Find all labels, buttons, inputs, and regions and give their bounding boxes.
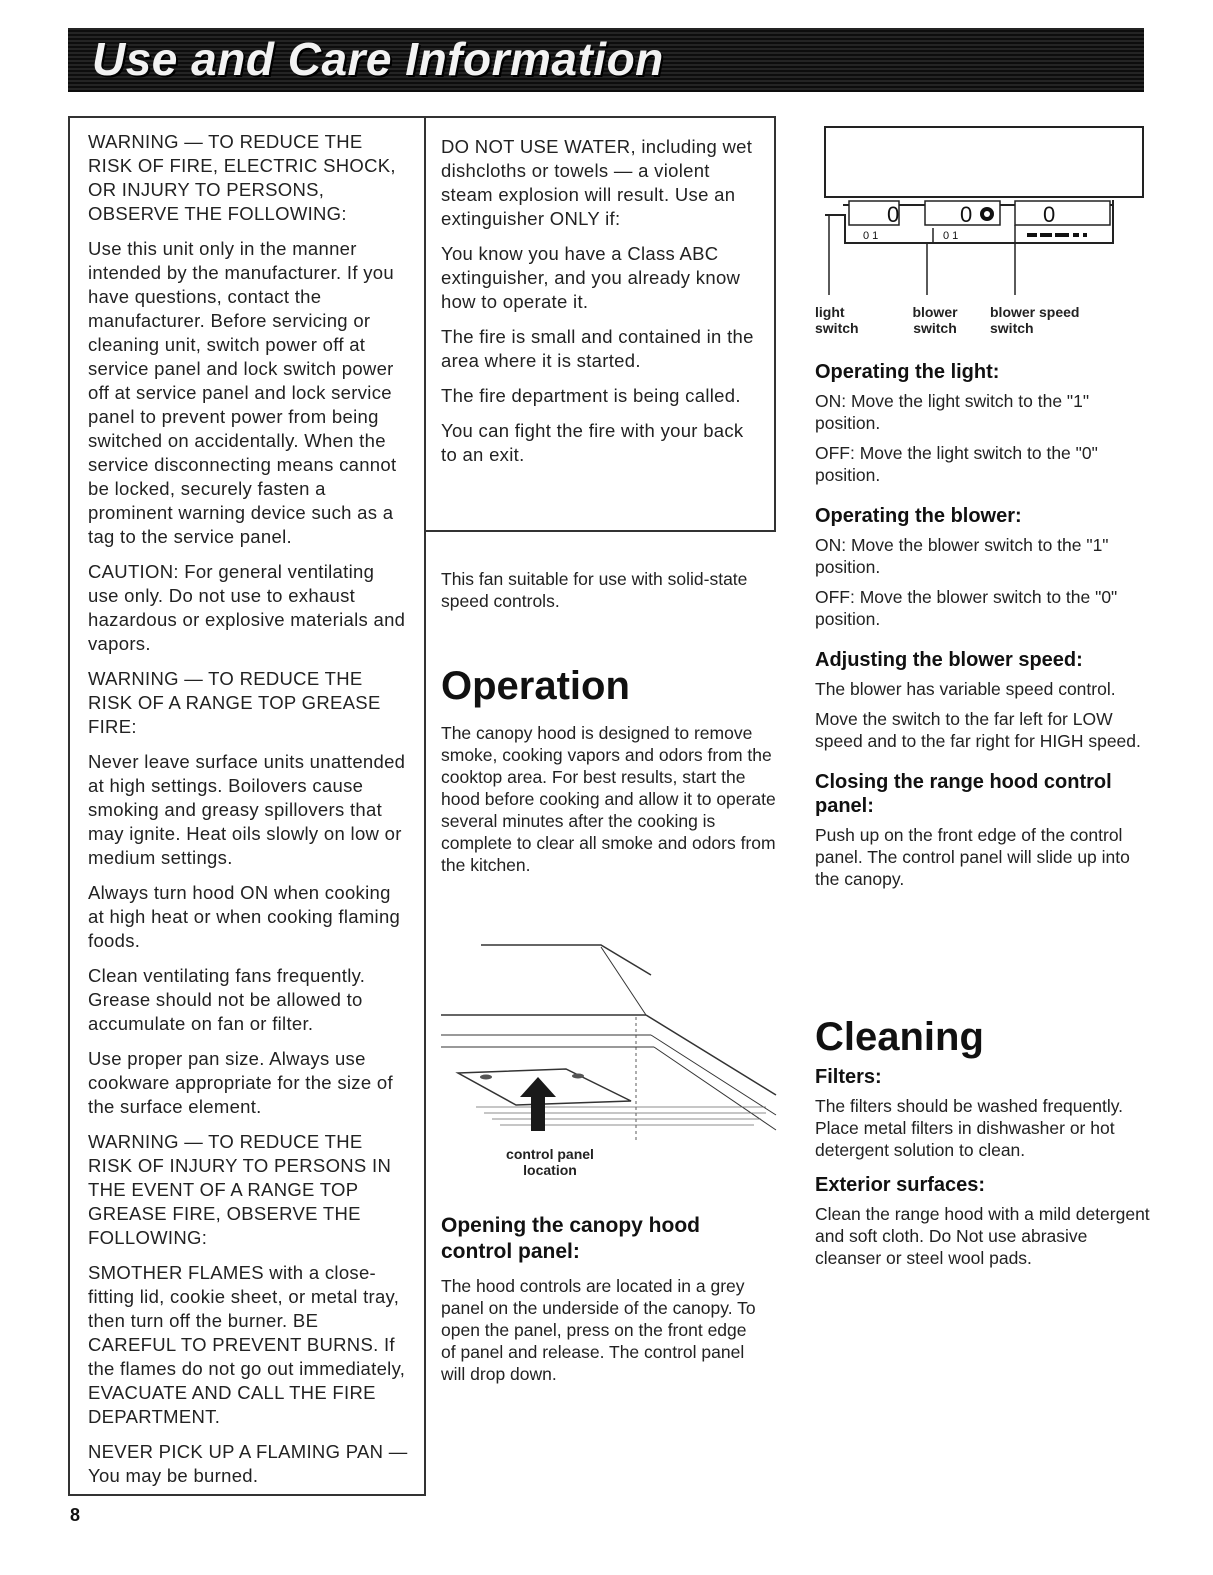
light-switch-label bbox=[800, 304, 895, 336]
warning-paragraph: WARNING — TO REDUCE THE RISK OF FIRE, ELECTRIC SHOCK, OR INJURY TO PERSONS, OBSERVE THE FOLLOWING: bbox=[88, 131, 396, 224]
blower-positions: 0 1 bbox=[943, 230, 959, 242]
water-paragraph: The fire department is being called. bbox=[441, 385, 741, 406]
closing-body: Push up on the front edge of the control panel. The control panel will slide up into the canopy. bbox=[815, 825, 1130, 889]
warning-paragraph: Use proper pan size. Always use cookware appropriate for the size of the surface element. bbox=[88, 1048, 393, 1117]
blower-on-text: ON: Move the blower switch to the "1" position. bbox=[815, 535, 1109, 577]
frame-top bbox=[68, 116, 776, 118]
light-heading: Operating the light: bbox=[815, 361, 1000, 383]
operation-body: The canopy hood is designed to remove smoke, cooking vapors and odors from the cooktop area. For best results, start the hood before cooking and allow it to operate several minutes after the cooking is complete to clear all smoke and odors from the kitchen. bbox=[441, 723, 776, 875]
warning-paragraph: WARNING — TO REDUCE THE RISK OF INJURY TO PERSONS IN THE EVENT OF A RANGE TOP GREASE FIRE, OBSERVE THE FOLLOWING: bbox=[88, 1131, 392, 1248]
cleaning-heading: Cleaning bbox=[815, 1015, 984, 1059]
speed-body-1: The blower has variable speed control. bbox=[815, 679, 1116, 699]
light-off-text: OFF: Move the light switch to the "0" position. bbox=[815, 443, 1098, 485]
exterior-heading: Exterior surfaces: bbox=[815, 1174, 986, 1196]
water-paragraph: You know you have a Class ABC extinguisher, and you already know how to operate it. bbox=[441, 243, 741, 312]
figure-label bbox=[470, 1146, 630, 1178]
water-box-right bbox=[774, 116, 776, 532]
water-box-bottom bbox=[424, 530, 776, 532]
blower-switch-label bbox=[900, 304, 970, 336]
page-title: Use and Care Information bbox=[92, 33, 664, 85]
page-number: 8 bbox=[70, 1505, 81, 1525]
blower-label-line2: switch bbox=[913, 320, 957, 336]
speed-switch-label bbox=[990, 304, 1100, 336]
blower-label-line1: blower bbox=[912, 304, 958, 320]
water-paragraph: DO NOT USE WATER, including wet dishcloths or towels — a violent steam explosion will result. Use an extinguisher ONLY if: bbox=[441, 136, 753, 229]
warning-paragraph: Clean ventilating fans frequently. Grease should not be allowed to accumulate on fan or filter. bbox=[88, 965, 366, 1034]
filters-body: The filters should be washed frequently. Place metal filters in dishwasher or hot detergent solution to clean. bbox=[815, 1096, 1124, 1160]
exterior-body: Clean the range hood with a mild detergent and soft cloth. Do Not use abrasive cleanser or steel wool pads. bbox=[815, 1204, 1150, 1268]
warning-paragraph: NEVER PICK UP A FLAMING PAN — You may be burned. bbox=[88, 1441, 408, 1486]
warning-paragraph: WARNING — TO REDUCE THE RISK OF A RANGE TOP GREASE FIRE: bbox=[88, 668, 381, 737]
speed-body-2: Move the switch to the far left for LOW speed and to the far right for HIGH speed. bbox=[815, 709, 1141, 751]
frame-left bbox=[68, 116, 70, 1496]
light-on-text: ON: Move the light switch to the "1" position. bbox=[815, 391, 1090, 433]
light-switch-char: 0 bbox=[887, 202, 900, 227]
blower-heading: Operating the blower: bbox=[815, 505, 1022, 527]
operation-heading: Operation bbox=[441, 664, 630, 708]
opening-body: The hood controls are located in a grey panel on the underside of the canopy. To open the panel, press on the front edge of panel and release. The control panel will drop down. bbox=[441, 1276, 756, 1384]
filters-heading: Filters: bbox=[815, 1066, 882, 1088]
cleaning-section bbox=[815, 1015, 1150, 1280]
opening-heading: Opening the canopy hood control panel: bbox=[441, 1214, 700, 1263]
light-label-line1: light bbox=[815, 304, 845, 320]
header-banner bbox=[68, 28, 1144, 92]
warning-paragraph: CAUTION: For general ventilating use only. Do not use to exhaust hazardous or explosive materials and vapors. bbox=[88, 561, 406, 654]
opening-section bbox=[441, 1213, 761, 1385]
water-paragraph: The fire is small and contained in the area where it is started. bbox=[441, 326, 754, 371]
speed-label-line1: blower speed bbox=[990, 304, 1080, 320]
water-paragraph: You can fight the fire with your back to an exit. bbox=[441, 420, 744, 465]
speed-label-line2: switch bbox=[990, 320, 1034, 336]
switch-panel-diagram bbox=[815, 125, 1150, 305]
warnings-column bbox=[88, 130, 410, 1499]
closing-heading: Closing the range hood control panel: bbox=[815, 771, 1112, 817]
light-positions: 0 1 bbox=[863, 230, 879, 242]
water-warning-box bbox=[441, 135, 763, 478]
blower-switch-char: 0 bbox=[960, 202, 973, 227]
blower-off-text: OFF: Move the blower switch to the "0" position. bbox=[815, 587, 1118, 629]
warning-paragraph: Use this unit only in the manner intended by the manufacturer. If you have questions, contact the manufacturer. Before servicing or cleaning unit, switch power off at service panel and lock switch power off at service panel and lock service panel to prevent power from being switched on accidentally. When the service disconnecting means cannot be locked, securely fasten a prominent warning device such as a tag to the service panel. bbox=[88, 238, 397, 547]
operation-section bbox=[441, 568, 776, 887]
warning-paragraph: SMOTHER FLAMES with a close-fitting lid, cookie sheet, or metal tray, then turn off the burner. BE CAREFUL TO PREVENT BURNS. If the flames do not go out immediately, EVACUATE AND CALL THE FIRE DEPARTMENT. bbox=[88, 1262, 406, 1427]
figure-label-line2: location bbox=[523, 1162, 577, 1178]
speed-heading: Adjusting the blower speed: bbox=[815, 649, 1083, 671]
warning-paragraph: Never leave surface units unattended at high settings. Boilovers cause smoking and greasy spillovers that may ignite. Heat oils slowly on low or medium settings. bbox=[88, 751, 406, 868]
figure-label-line1: control panel bbox=[506, 1146, 594, 1162]
solid-state-note: This fan suitable for use with solid-state speed controls. bbox=[441, 569, 748, 611]
warning-paragraph: Always turn hood ON when cooking at high heat or when cooking flaming foods. bbox=[88, 882, 401, 951]
frame-divider bbox=[424, 116, 426, 1496]
speed-switch-char: 0 bbox=[1043, 202, 1056, 227]
light-label-line2: switch bbox=[815, 320, 859, 336]
canopy-hood-figure bbox=[436, 935, 786, 1140]
controls-section bbox=[815, 360, 1150, 901]
